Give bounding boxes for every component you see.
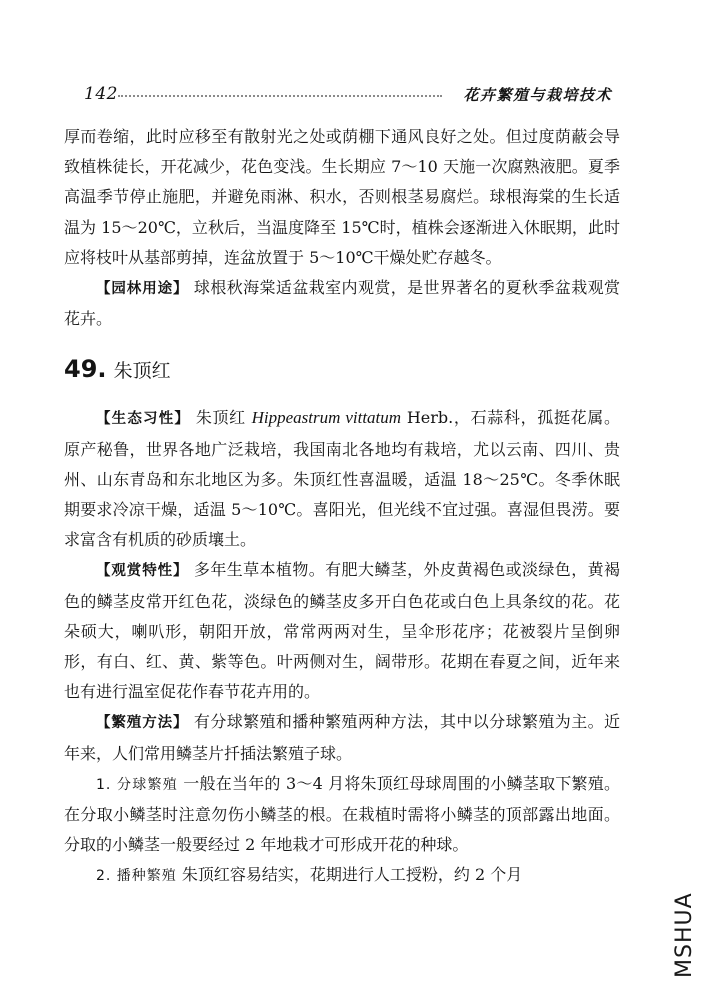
header-rule [118,95,442,97]
section-name: 朱顶红 [113,360,171,383]
ecology-label: 【生态习性】 [96,411,191,428]
continued-paragraph: 厚而卷缩，此时应移至有散射光之处或荫棚下通风良好之处。但过度荫蔽会导致植株徒长，开花减少，花色变浅。生长期应 7～10 天施一次腐熟液肥。夏季高温季节停止施肥，并避免雨淋、积水，否则根茎易腐烂。球根海棠的生长适温为 15～20℃，立秋后，当温度降至 15℃时，植株会逐渐进入休眠期，此时应将枝叶从基部剪掉，连盆放置于 5～10℃干燥处贮存越冬。 [64,127,620,267]
bulb-division-text: 一般在当年的 3～4 月将朱顶红母球周围的小鳞茎取下繁殖。在分取小鳞茎时注意勿伤小鳞茎的根。在栽植时需将小鳞茎的顶部露出地面。分取的小鳞茎一般要经过 2 年地栽才可形成开花的种球。 [64,773,620,855]
garden-use-label: 【园林用途】 [96,281,189,298]
bulb-division-paragraph [64,769,620,861]
ornamental-label: 【观赏特性】 [96,563,189,580]
scientific-name: Hippeastrum vittatum [251,408,402,428]
propagation-paragraph [64,707,620,768]
ecology-text: Herb.，石蒜科，孤挺花属。原产秘鲁，世界各地广泛栽培，我国南北各地均有栽培，尤以云南、四川、贵州、山东青岛和东北地区为多。朱顶红性喜温暖，适温 18～25℃。冬季休眠期要求冷凉干燥，适温 5～10℃。喜阳光，但光线不宜过强。喜湿但畏涝。要求富含有机质的砂质壤土。 [64,408,620,550]
watermark: MSHUA [672,892,697,978]
propagation-text: 有分球繁殖和播种繁殖两种方法，其中以分球繁殖为主。近年来，人们常用鳞茎片扦插法繁殖子球。 [64,712,620,763]
seed-text: 朱顶红容易结实，花期进行人工授粉，约 2 个月 [181,865,523,885]
seed-paragraph [64,860,620,891]
page-number: 142 [84,84,118,104]
ecology-paragraph [64,403,620,555]
page-body [64,122,620,892]
page-header [68,82,612,108]
propagation-label: 【繁殖方法】 [96,715,189,732]
seed-label: 2. 播种繁殖 [96,868,177,885]
section-number: 49. [64,355,107,384]
ornamental-text: 多年生草本植物。有肥大鳞茎，外皮黄褐色或淡绿色，黄褐色的鳞茎皮常开红色花，淡绿色的鳞茎皮多开白色花或白色上具条纹的花。花朵硕大，喇叭形，朝阳开放，常常两两对生，呈伞形花序；花被裂片呈倒卵形，有白、红、黄、紫等色。叶两侧对生，阔带形。花期在春夏之间，近年来也有进行温室促花作春节花卉用的。 [64,560,620,702]
running-title: 花卉繁殖与栽培技术 [463,86,612,104]
bulb-division-label: 1. 分球繁殖 [96,776,178,793]
ecology-common-name: 朱顶红 [195,408,246,428]
garden-use-paragraph [64,273,620,334]
ornamental-paragraph [64,555,620,707]
section-heading [64,352,620,389]
garden-use-text: 球根秋海棠适盆栽室内观赏，是世界著名的夏秋季盆栽观赏花卉。 [64,278,620,329]
